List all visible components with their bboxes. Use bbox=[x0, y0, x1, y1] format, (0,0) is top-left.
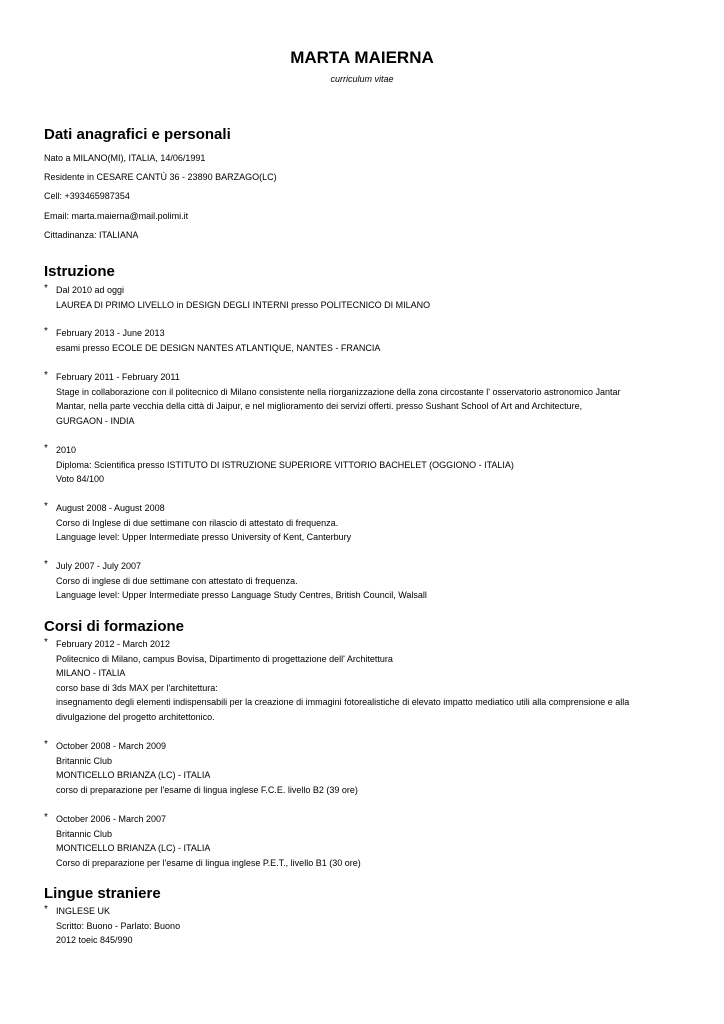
bullet-marker: * bbox=[44, 370, 48, 381]
entry-date: February 2012 - March 2012 bbox=[56, 639, 171, 649]
entry-line: Corso di preparazione per l'esame di lingua inglese P.E.T., livello B1 (30 ore) bbox=[56, 857, 361, 868]
bullet-marker: * bbox=[44, 739, 48, 750]
education-entry bbox=[44, 283, 684, 312]
education-entry bbox=[44, 443, 684, 487]
section-title-languages: Lingue straniere bbox=[44, 885, 161, 902]
entry-line: Scritto: Buono - Parlato: Buono bbox=[56, 920, 181, 931]
training-entry bbox=[44, 739, 684, 797]
entry-line: Language level: Upper Intermediate presso Language Study Centres, British Council, Walsall bbox=[56, 590, 427, 601]
education-entry bbox=[44, 559, 684, 603]
entry-line: corso di preparazione per l'esame di lingua inglese F.C.E. livello B2 (39 ore) bbox=[56, 784, 358, 795]
entry-line: insegnamento degli elementi indispensabili per la creazione di immagini fotorealistiche di elevato impatto mediatico utili alla comprensione e alla bbox=[56, 697, 630, 708]
entry-date: August 2008 - August 2008 bbox=[56, 503, 165, 513]
entry-date: October 2008 - March 2009 bbox=[56, 741, 167, 751]
entry-line: divulgazione del progetto architettonico. bbox=[56, 711, 215, 722]
entry-line: Stage in collaborazione con il politecnico di Milano consistente nella riorganizzazione della zona circostante l' osservatorio astronomico Jantar bbox=[56, 386, 621, 397]
section-title-personal: Dati anagrafici e personali bbox=[44, 126, 231, 143]
birth-info: Nato a MILANO(MI), ITALIA, 14/06/1991 bbox=[44, 153, 206, 163]
entry-date: February 2013 - June 2013 bbox=[56, 328, 165, 338]
entry-line: GURGAON - INDIA bbox=[56, 415, 135, 426]
section-title-education: Istruzione bbox=[44, 263, 115, 280]
education-entry bbox=[44, 501, 684, 545]
entry-date: July 2007 - July 2007 bbox=[56, 561, 142, 571]
phone-info: Cell: +393465987354 bbox=[44, 191, 130, 201]
entry-line: Diploma: Scientifica presso ISTITUTO DI ISTRUZIONE SUPERIORE VITTORIO BACHELET (OGGIONO - ITALIA) bbox=[56, 459, 514, 470]
bullet-marker: * bbox=[44, 501, 48, 512]
bullet-marker: * bbox=[44, 637, 48, 648]
citizenship-info: Cittadinanza: ITALIANA bbox=[44, 230, 139, 240]
education-entry bbox=[44, 326, 684, 355]
entry-line: Corso di inglese di due settimane con attestato di frequenza. bbox=[56, 575, 298, 586]
entry-date: Dal 2010 ad oggi bbox=[56, 285, 125, 295]
entry-line: LAUREA DI PRIMO LIVELLO in DESIGN DEGLI INTERNI presso POLITECNICO DI MILANO bbox=[56, 299, 431, 310]
entry-line: Corso di Inglese di due settimane con rilascio di attestato di frequenza. bbox=[56, 517, 339, 528]
training-entry bbox=[44, 812, 684, 870]
entry-date: October 2006 - March 2007 bbox=[56, 814, 167, 824]
section-title-training: Corsi di formazione bbox=[44, 618, 185, 635]
entry-line: Britannic Club bbox=[56, 755, 113, 766]
bullet-marker: * bbox=[44, 559, 48, 570]
bullet-marker: * bbox=[44, 904, 48, 915]
training-entry bbox=[44, 637, 684, 725]
entry-line: Britannic Club bbox=[56, 828, 113, 839]
entry-date: 2010 bbox=[56, 445, 77, 455]
bullet-marker: * bbox=[44, 812, 48, 823]
entry-line: MONTICELLO BRIANZA (LC) - ITALIA bbox=[56, 770, 211, 781]
bullet-marker: * bbox=[44, 443, 48, 454]
education-entry bbox=[44, 370, 684, 428]
entry-date: February 2011 - February 2011 bbox=[56, 372, 180, 382]
entry-line: Mantar, nella parte vecchia della città di Jaipur, e nel miglioramento dei servizi offerti. presso Sushant School of Art and Architecture, bbox=[56, 401, 583, 412]
residence-info: Residente in CESARE CANTÙ 36 - 23890 BARZAGO(LC) bbox=[44, 172, 277, 182]
language-entry bbox=[44, 904, 684, 948]
language-name: INGLESE UK bbox=[56, 906, 111, 916]
cv-subtitle: curriculum vitae bbox=[330, 74, 394, 84]
entry-line: MONTICELLO BRIANZA (LC) - ITALIA bbox=[56, 843, 211, 854]
entry-line: esami presso ECOLE DE DESIGN NANTES ATLANTIQUE, NANTES - FRANCIA bbox=[56, 342, 381, 353]
email-info: Email: marta.maierna@mail.polimi.it bbox=[44, 211, 189, 221]
entry-line: Voto 84/100 bbox=[56, 474, 105, 485]
entry-line: corso base di 3ds MAX per l'architettura: bbox=[56, 682, 218, 693]
entry-line: Language level: Upper Intermediate presso University of Kent, Canterbury bbox=[56, 532, 352, 543]
bullet-marker: * bbox=[44, 326, 48, 337]
cv-name: MARTA MAIERNA bbox=[290, 48, 434, 67]
entry-line: Politecnico di Milano, campus Bovisa, Dipartimento di progettazione dell' Architettura bbox=[56, 653, 393, 664]
bullet-marker: * bbox=[44, 283, 48, 294]
entry-line: MILANO - ITALIA bbox=[56, 668, 126, 679]
entry-line: 2012 toeic 845/990 bbox=[56, 935, 133, 946]
